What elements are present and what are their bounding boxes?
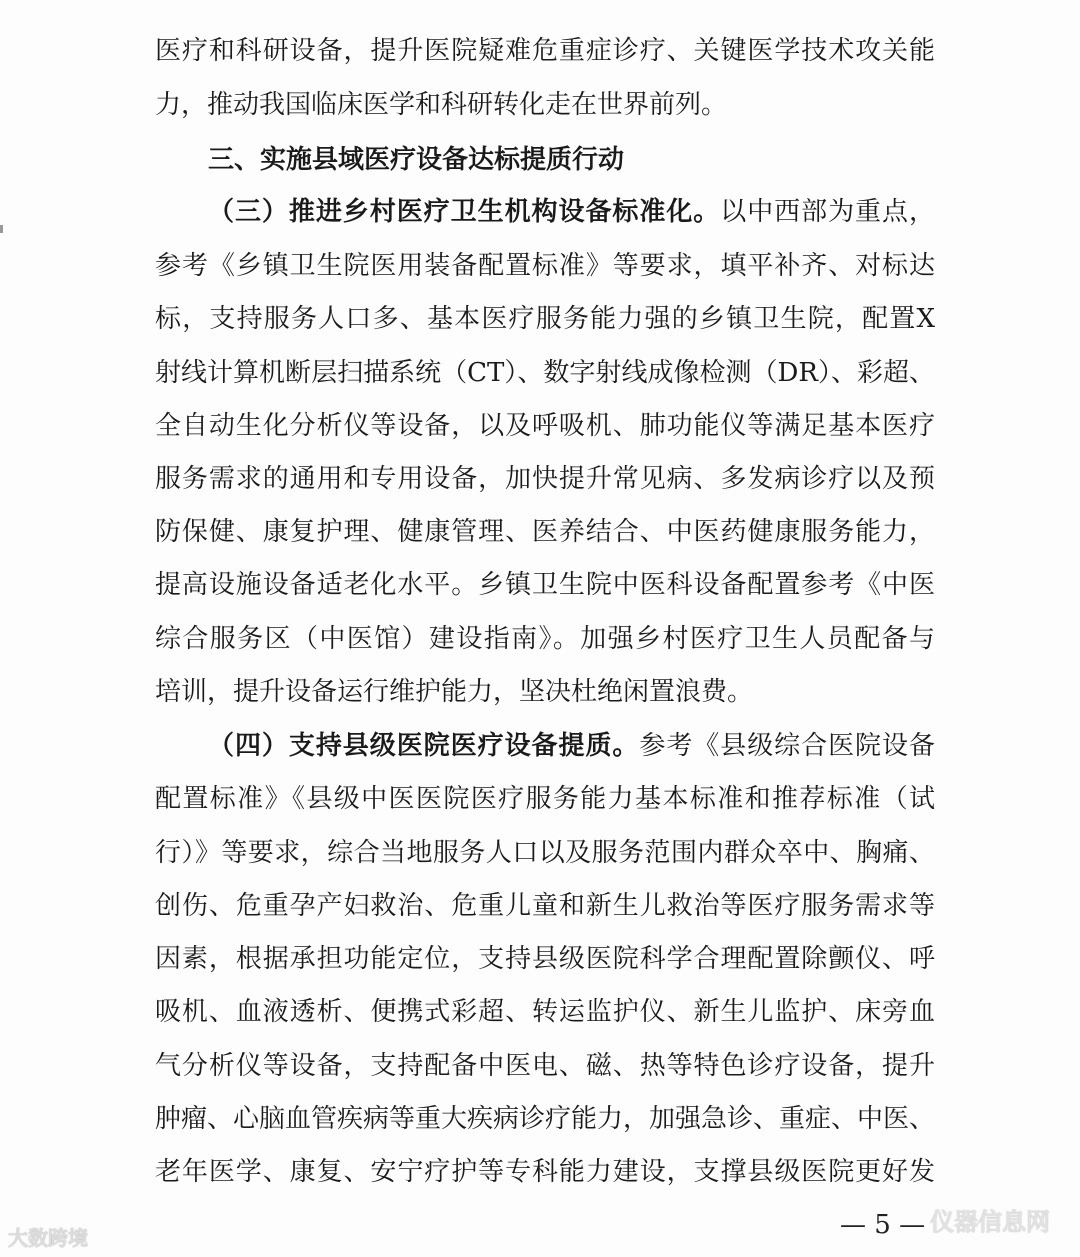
- line-text: 配置标准》《县级中医医院医疗服务能力基本标准和推荐标准（试: [155, 784, 935, 814]
- text-line: [155, 836, 935, 870]
- text-line: [155, 1102, 935, 1136]
- line-text: 防保健、康复护理、健康管理、医养结合、中医药健康服务能力，: [155, 517, 935, 547]
- text-line: [155, 34, 935, 68]
- page-number: — 5 —: [840, 1210, 926, 1240]
- text-line: [155, 622, 935, 656]
- text-line: [155, 515, 935, 549]
- line-text: 培训，提升设备运行维护能力，坚决杜绝闲置浪费。: [155, 677, 754, 707]
- watermark-right: 仪器信息网: [930, 1208, 1050, 1236]
- line-text: 力，推动我国临床医学和科研转化走在世界前列。: [155, 90, 728, 120]
- line-text: 提高设施设备适老化水平。乡镇卫生院中医科设备配置参考《中医: [155, 570, 935, 600]
- line-text: 创伤、危重孕产妇救治、危重儿童和新生儿救治等医疗服务需求等: [155, 891, 935, 921]
- bold-lead-text: 三、实施县域医疗设备达标提质行动: [208, 145, 625, 175]
- text-line: [155, 889, 935, 923]
- line-text: 以中西部为重点，: [720, 197, 935, 227]
- watermark-left: 大数跨境: [8, 1226, 88, 1250]
- line-text: 吸机、血液透析、便携式彩超、转运监护仪、新生儿监护、床旁血: [155, 997, 935, 1027]
- line-text: 气分析仪等设备，支持配备中医电、磁、热等特色诊疗设备，提升: [155, 1051, 935, 1081]
- text-line: [155, 88, 935, 122]
- bold-lead-text: （三）推进乡村医疗卫生机构设备标准化。: [208, 197, 721, 227]
- text-line: [155, 995, 935, 1029]
- text-line: [155, 568, 935, 602]
- text-line: [155, 675, 935, 709]
- line-text: 综合服务区（中医馆）建设指南》。加强乡村医疗卫生人员配备与: [155, 624, 935, 654]
- text-line: [155, 356, 935, 390]
- line-text: 参考《县级综合医院设备: [639, 731, 935, 761]
- text-line: [155, 409, 935, 443]
- text-line: [155, 462, 935, 496]
- line-text: 标，支持服务人口多、基本医疗服务能力强的乡镇卫生院，配置X: [155, 304, 935, 334]
- line-text: 参考《乡镇卫生院医用装备配置标准》等要求，填平补齐、对标达: [155, 251, 935, 281]
- text-line: [155, 249, 935, 283]
- line-text: 射线计算机断层扫描系统（CT）、数字射线成像检测（DR）、彩超、: [155, 358, 935, 388]
- line-text: 肿瘤、心脑血管疾病等重大疾病诊疗能力，加强急诊、重症、中医、: [155, 1104, 936, 1134]
- text-line: [155, 942, 935, 976]
- section-heading: [208, 143, 935, 177]
- line-text: 全自动生化分析仪等设备，以及呼吸机、肺功能仪等满足基本医疗: [155, 411, 935, 441]
- text-line: [155, 1155, 935, 1189]
- text-line: [208, 729, 935, 763]
- text-line: [155, 1049, 935, 1083]
- text-line: [208, 195, 935, 229]
- line-text: 因素，根据承担功能定位，支持县级医院科学合理配置除颤仪、呼: [155, 944, 935, 974]
- line-text: 行）》等要求，综合当地服务人口以及服务范围内群众卒中、胸痛、: [155, 838, 935, 868]
- scan-edge-mark: [0, 225, 3, 233]
- text-line: [155, 302, 935, 336]
- line-text: 医疗和科研设备，提升医院疑难危重症诊疗、关键医学技术攻关能: [155, 36, 935, 66]
- text-line: [155, 782, 935, 816]
- line-text: 服务需求的通用和专用设备，加快提升常见病、多发病诊疗以及预: [155, 464, 935, 494]
- bold-lead-text: （四）支持县级医院医疗设备提质。: [208, 731, 640, 761]
- line-text: 老年医学、康复、安宁疗护等专科能力建设，支撑县级医院更好发: [155, 1157, 935, 1187]
